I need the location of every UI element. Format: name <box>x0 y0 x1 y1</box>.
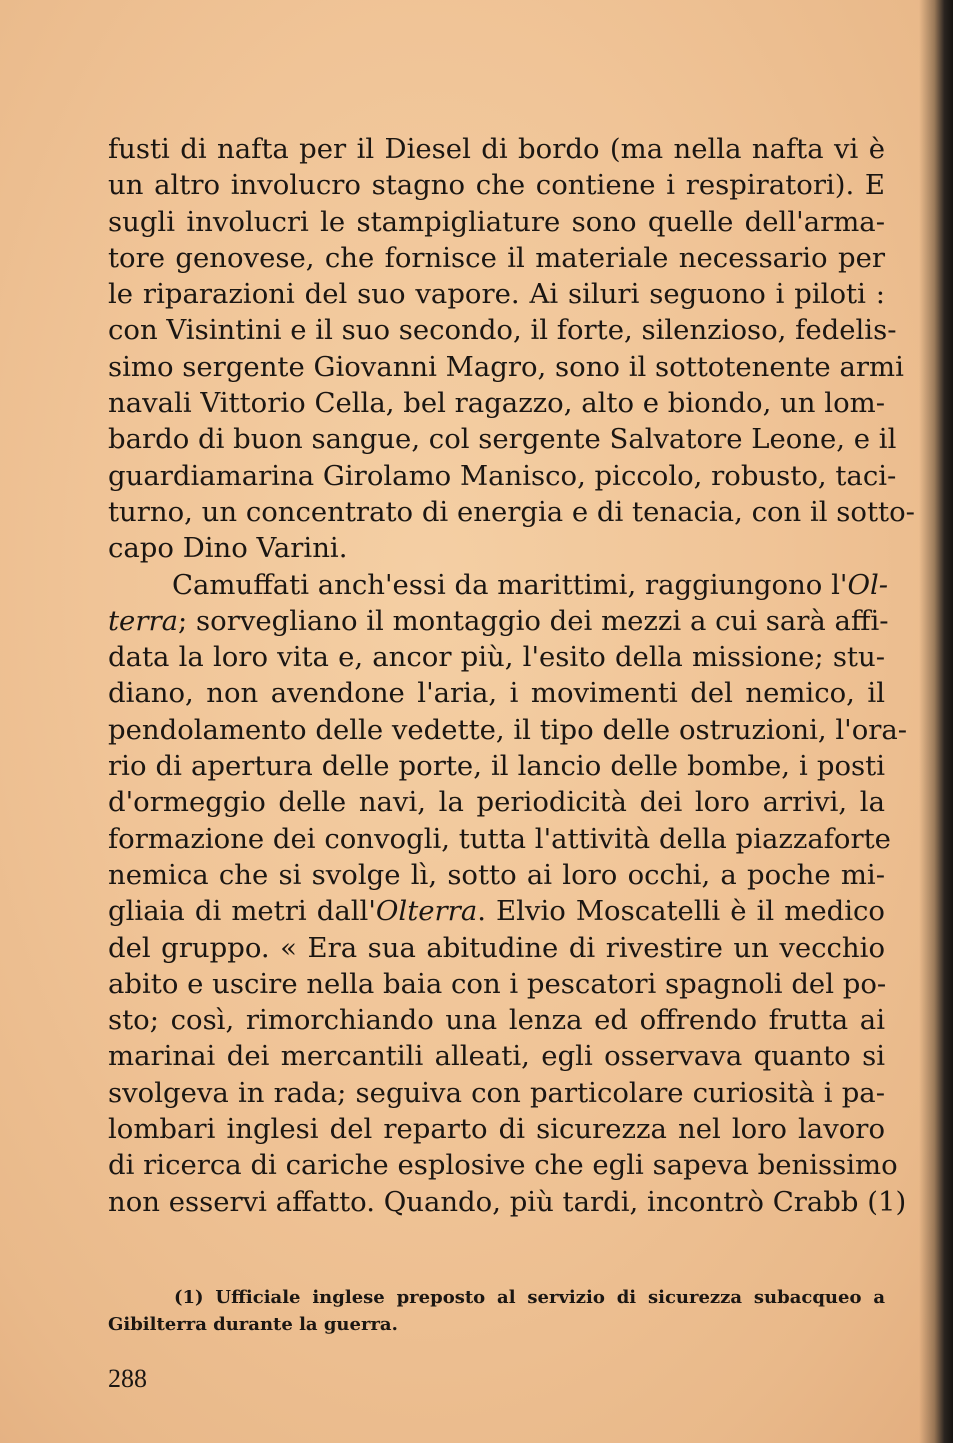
italic-ship-name: Ol- <box>847 568 889 601</box>
body-line: del gruppo. « Era sua abitudine di rivestire un vecchio <box>108 931 885 964</box>
body-line: turno, un concentrato di energia e di tenacia, con il sotto- <box>108 495 915 528</box>
body-line: simo sergente Giovanni Magro, sono il sottotenente armi <box>108 350 904 383</box>
body-line: un altro involucro stagno che contiene i respiratori). E <box>108 169 885 202</box>
body-line: marinai dei mercantili alleati, egli osservava quanto si <box>108 1040 885 1073</box>
body-line: formazione dei convogli, tutta l'attività della piazzaforte <box>108 822 891 855</box>
italic-ship-name: terra <box>108 604 179 637</box>
body-text <box>108 131 915 1220</box>
body-line: pendolamento delle vedette, il tipo delle ostruzioni, l'ora- <box>108 713 908 746</box>
body-line: abito e uscire nella baia con i pescatori spagnoli del po- <box>108 967 887 1000</box>
body-line: con Visintini e il suo secondo, il forte, silenzioso, fedelis- <box>108 314 897 347</box>
text-run: . Elvio Moscatelli è il medico <box>477 895 885 928</box>
body-line: fusti di nafta per il Diesel di bordo (ma nella nafta vi è <box>108 133 885 165</box>
body-line: svolgeva in rada; seguiva con particolare curiosità i pa- <box>108 1076 885 1109</box>
body-line: d'ormeggio delle navi, la periodicità dei loro arrivi, la <box>108 786 885 819</box>
footnote-line: Gibilterra durante la guerra. <box>108 1314 398 1335</box>
body-line: data la loro vita e, ancor più, l'esito della missione; stu- <box>108 641 885 674</box>
text-run: ; sorvegliano il montaggio dei mezzi a cui sarà affi- <box>178 604 889 637</box>
body-line: capo Dino Varini. <box>108 532 348 565</box>
body-line: le riparazioni del suo vapore. Ai siluri seguono i piloti : <box>108 278 885 311</box>
body-line: diano, non avendone l'aria, i movimenti del nemico, il <box>108 677 885 710</box>
paragraph-2-line-1 <box>108 567 889 603</box>
body-line: sto; così, rimorchiando una lenza ed offrendo frutta ai <box>108 1004 885 1037</box>
paragraph-2-line-2 <box>108 603 889 639</box>
body-line: di ricerca di cariche esplosive che egli sapeva benissimo <box>108 1149 898 1182</box>
body-line: sugli involucri le stampigliature sono quelle dell'arma- <box>108 205 885 238</box>
footnote-line: (1) Ufficiale inglese preposto al servizio di sicurezza subacqueo a <box>174 1287 885 1308</box>
footnote <box>108 1284 885 1338</box>
body-line: rio di apertura delle porte, il lancio delle bombe, i posti <box>108 750 885 783</box>
body-line: non esservi affatto. Quando, più tardi, incontrò Crabb (1) <box>108 1185 907 1218</box>
body-line: navali Vittorio Cella, bel ragazzo, alto e biondo, un lom- <box>108 387 885 420</box>
text-run: Camuffati anch'essi da marittimi, raggiungono l' <box>172 568 848 601</box>
italic-ship-name: Olterra <box>375 895 478 928</box>
page-number: 288 <box>108 1364 147 1393</box>
paragraph-2-line-10 <box>108 893 885 929</box>
text-run: gliaia di metri dall' <box>108 895 376 928</box>
body-line: guardiamarina Girolamo Manisco, piccolo, robusto, taci- <box>108 459 897 492</box>
body-line: nemica che si svolge lì, sotto ai loro occhi, a poche mi- <box>108 858 885 891</box>
body-line: lombari inglesi del reparto di sicurezza nel loro lavoro <box>108 1113 885 1146</box>
body-line: tore genovese, che fornisce il materiale necessario per <box>108 241 885 274</box>
body-line: bardo di buon sangue, col sergente Salvatore Leone, e il <box>108 423 897 456</box>
